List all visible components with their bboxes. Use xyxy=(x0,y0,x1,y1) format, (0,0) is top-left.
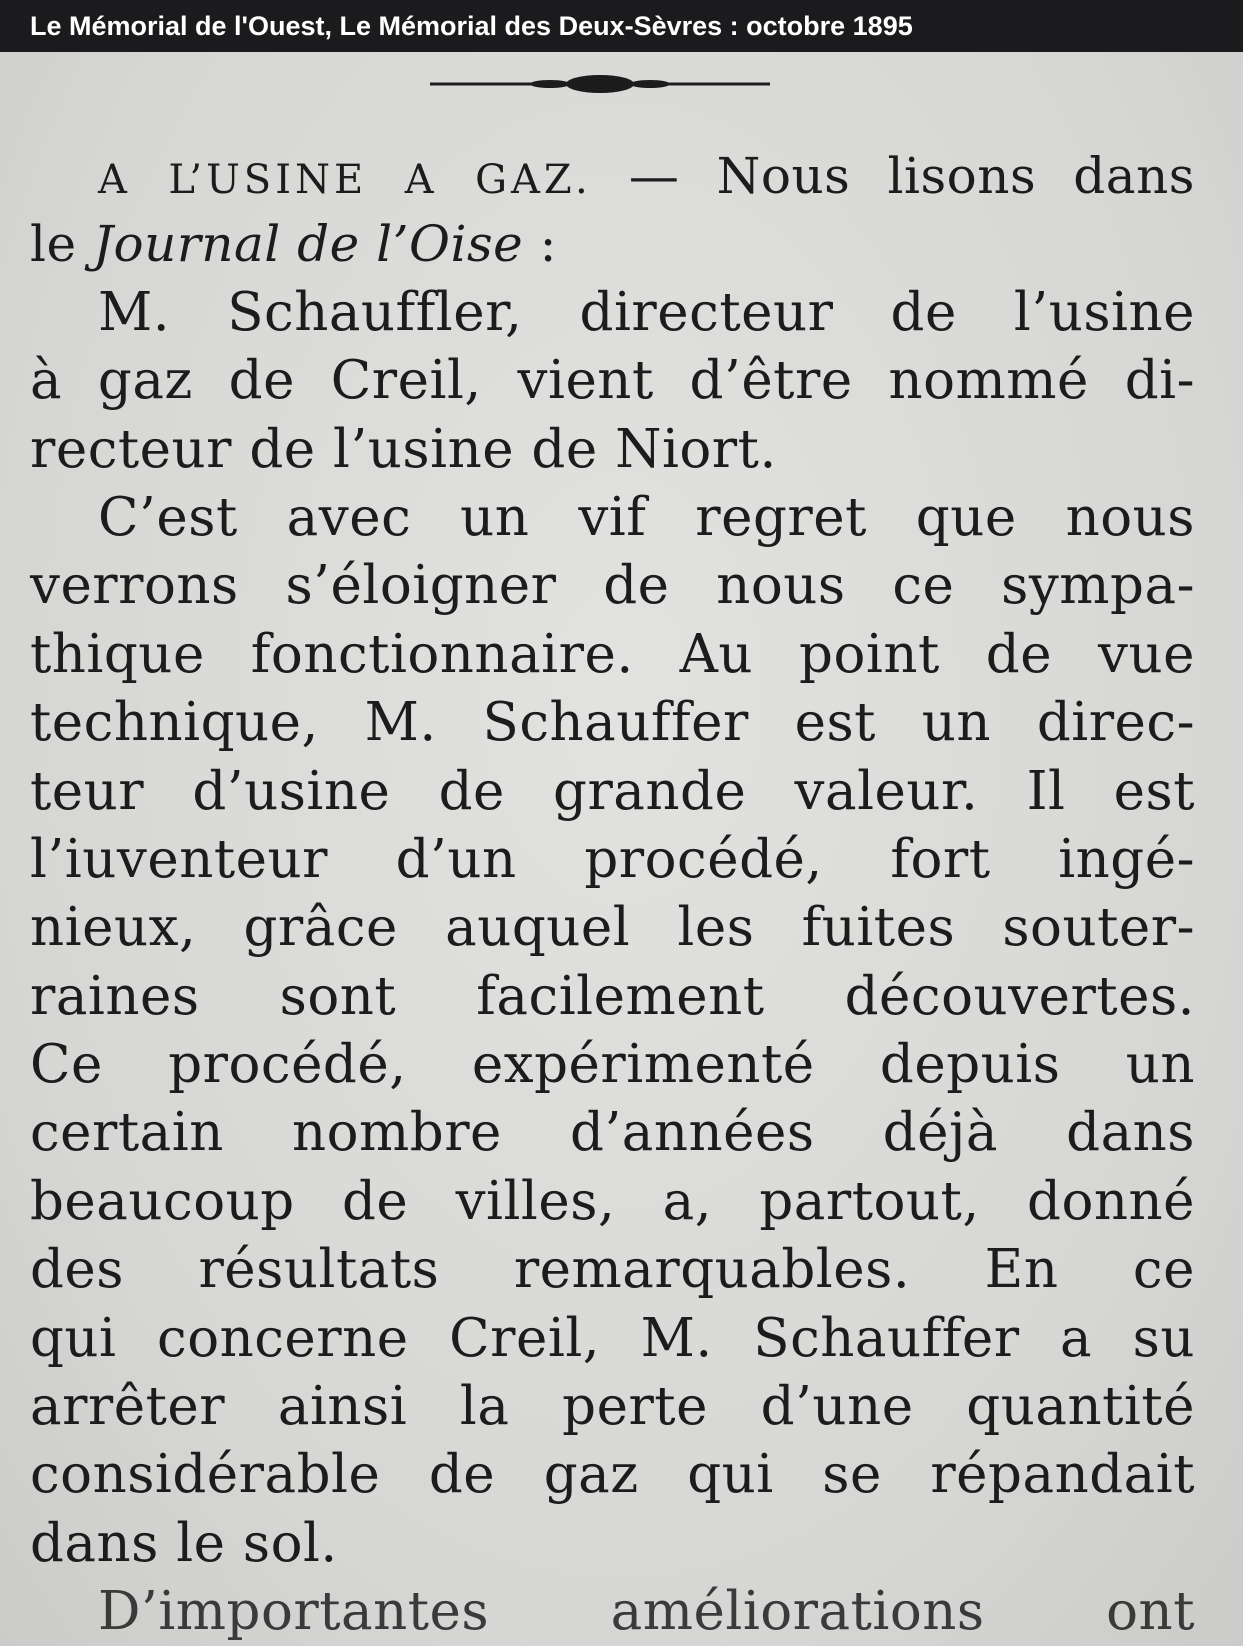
heading-caps: A L’USINE A GAZ. xyxy=(98,157,592,203)
article-line: nieux, grâce auquel les fuites souter- xyxy=(30,897,1195,959)
article-line: M. Schauffler, directeur de l’usine xyxy=(98,281,1195,343)
article-line: à gaz de Creil, vient d’être nommé di- xyxy=(30,350,1195,412)
window-title: Le Mémorial de l'Ouest, Le Mémorial des Deux-Sèvres : octobre 1895 xyxy=(0,0,1243,52)
article-line: verrons s’éloigner de nous ce sympa- xyxy=(30,555,1195,617)
article-heading xyxy=(30,142,1195,210)
article-line: thique fonctionnaire. Au point de vue xyxy=(30,623,1195,685)
article-line-source xyxy=(30,210,1195,278)
article-line: des résultats remarquables. En ce xyxy=(30,1239,1195,1301)
article-line-cut: D’importantes améliorations ont xyxy=(98,1581,1195,1643)
heading-rest: — Nous lisons dans xyxy=(628,147,1195,205)
source-pre: le xyxy=(30,215,77,274)
article-line: l’iuventeur d’un procédé, fort ingé- xyxy=(30,828,1195,890)
article-line: arrêter ainsi la perte d’une quantité xyxy=(30,1376,1195,1438)
article-line: certain nombre d’années déjà dans xyxy=(30,1102,1195,1164)
article-line: dans le sol. xyxy=(30,1512,338,1574)
article-line: teur d’usine de grande valeur. Il est xyxy=(30,760,1195,822)
article-line: technique, M. Schauffer est un direc- xyxy=(30,692,1195,754)
ornament-divider-icon xyxy=(430,70,770,98)
article-body xyxy=(30,142,1195,1646)
article-line: Ce procédé, expérimenté depuis un xyxy=(30,1034,1195,1096)
article-line: C’est avec un vif regret que nous xyxy=(98,486,1195,548)
article-line: recteur de l’usine de Niort. xyxy=(30,418,777,480)
article-line: raines sont facilement découvertes. xyxy=(30,965,1195,1027)
article-line: considérable de gaz qui se répandait xyxy=(30,1444,1195,1506)
article-line: qui concerne Creil, M. Schauffer a su xyxy=(30,1307,1195,1369)
article-line: beaucoup de villes, a, partout, donné xyxy=(30,1170,1195,1232)
source-post: : xyxy=(539,215,558,274)
journal-name: Journal de l’Oise xyxy=(93,215,524,274)
newspaper-scan xyxy=(0,52,1243,1646)
